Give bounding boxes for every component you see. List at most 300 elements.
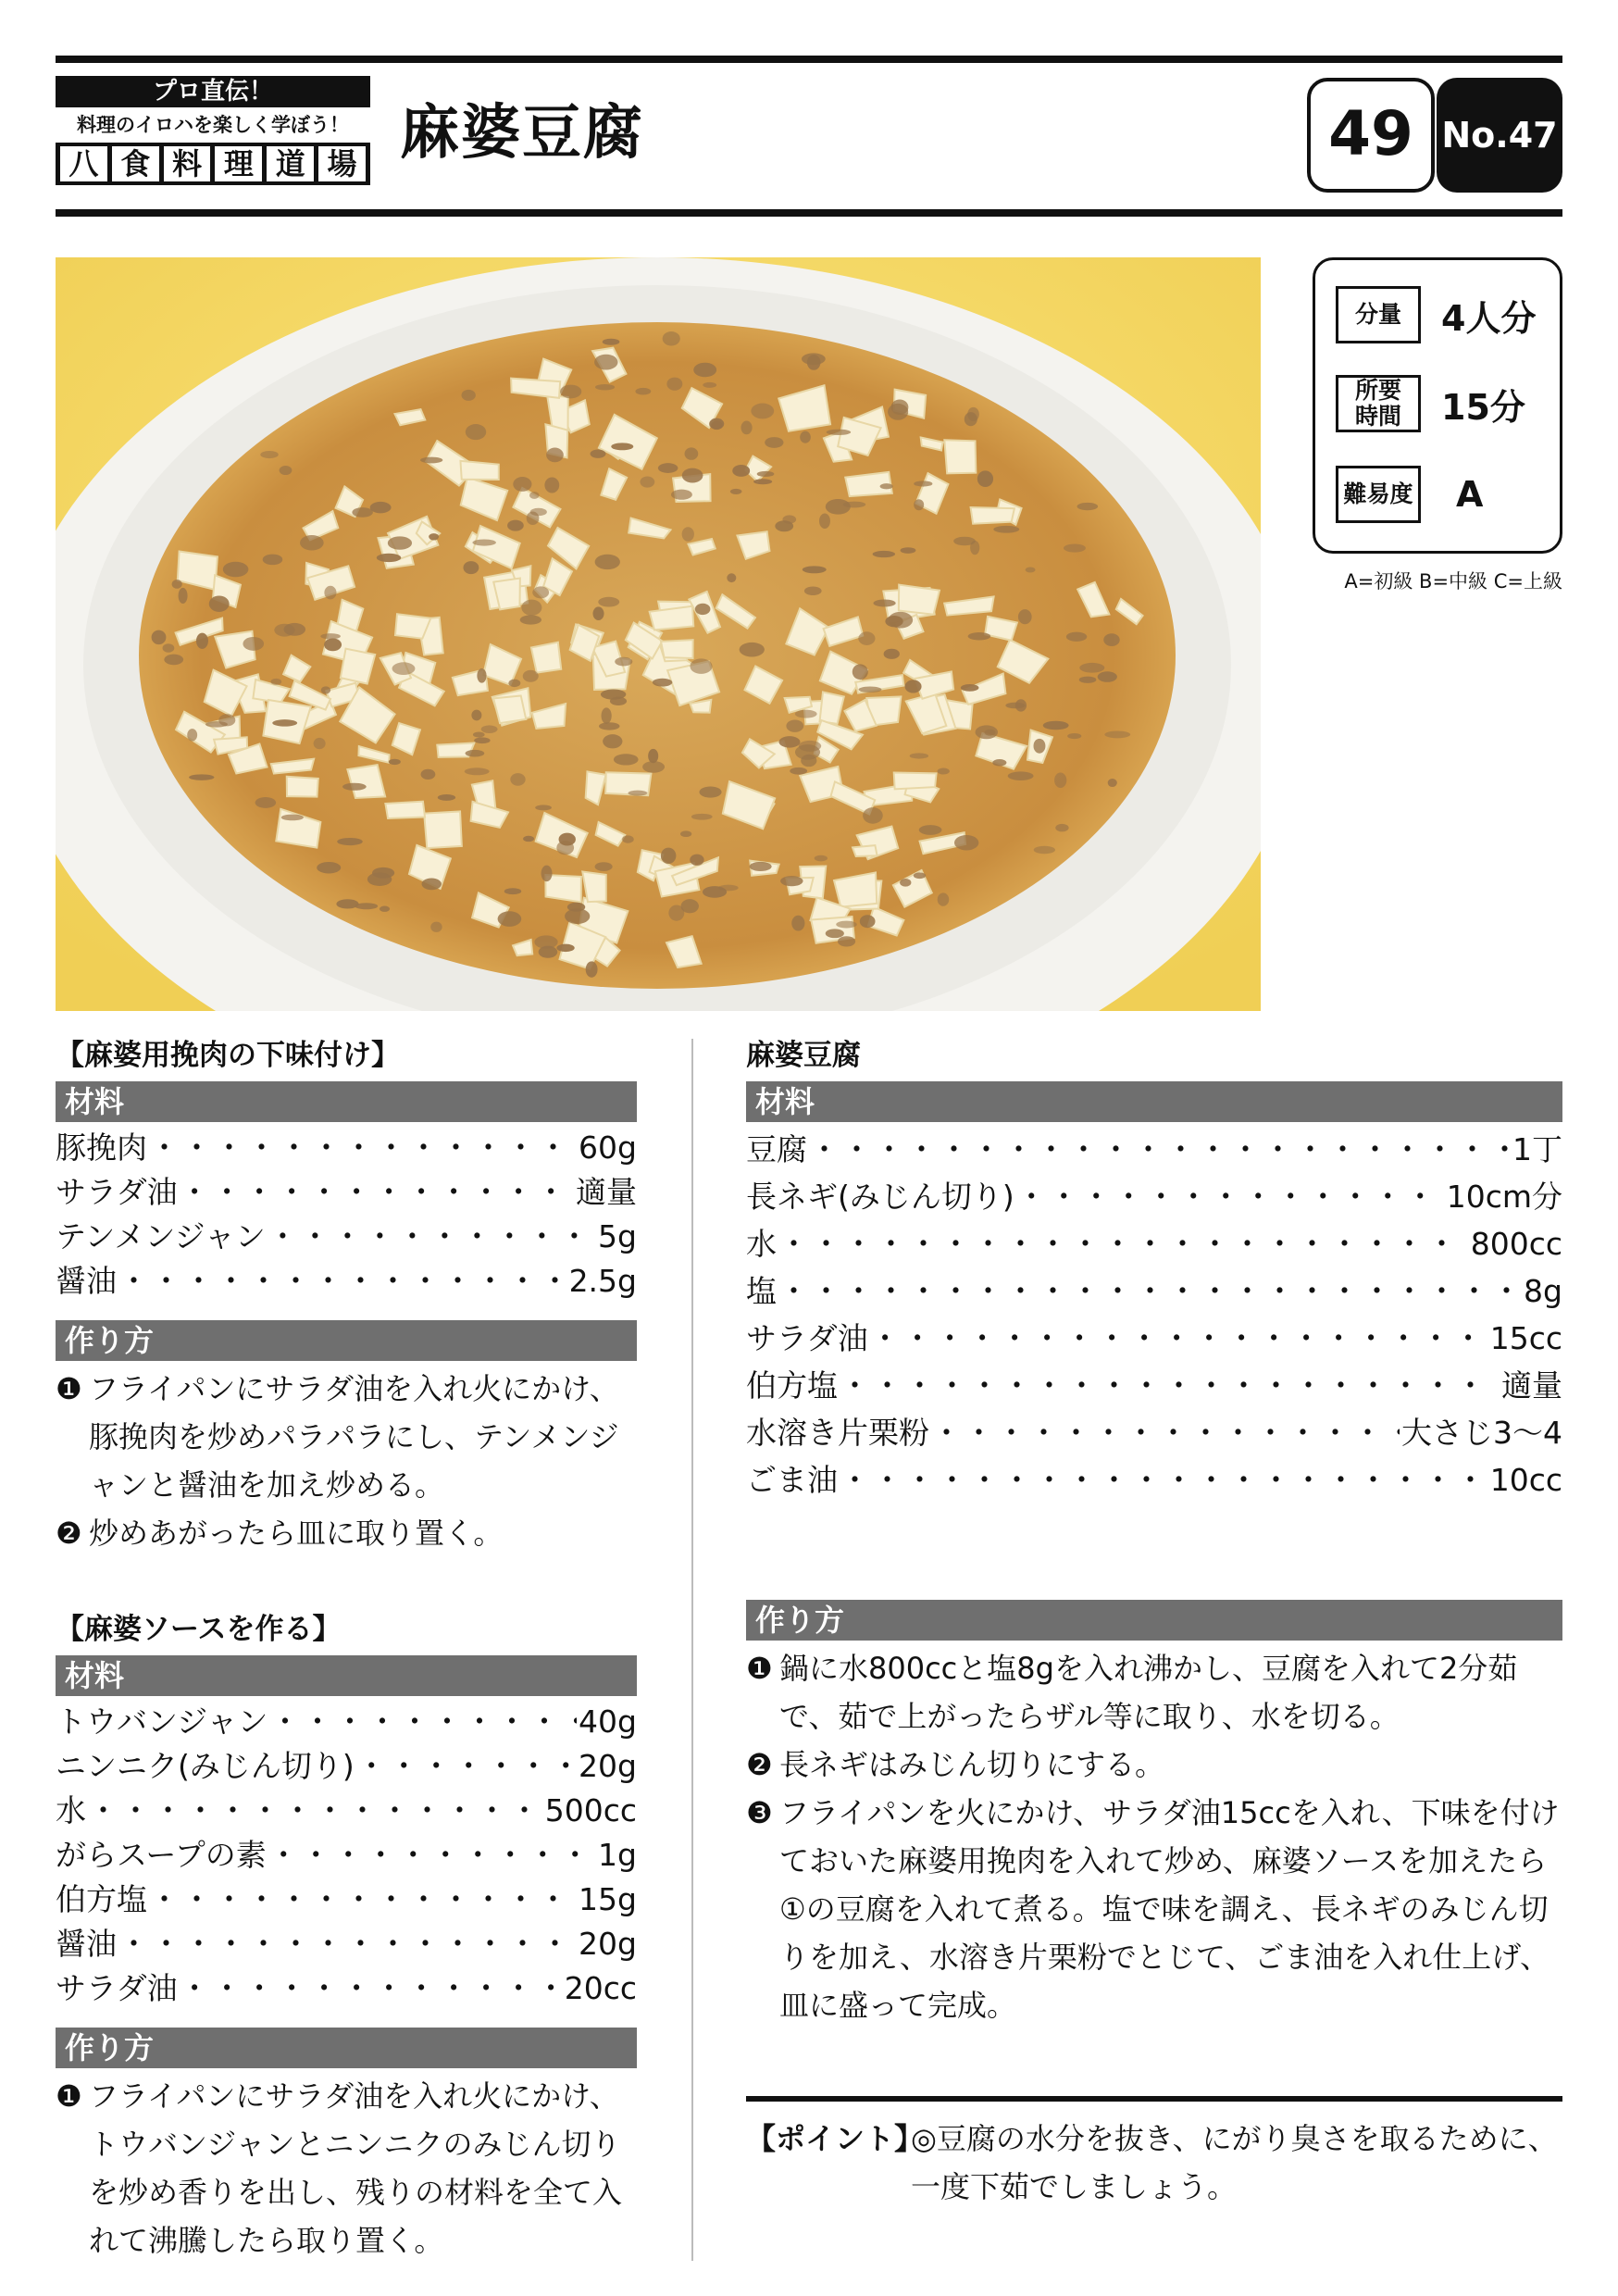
- ingredient-name: サラダ油: [746, 1320, 868, 1356]
- minced-meat: [1108, 779, 1117, 787]
- tofu-cube: [287, 776, 318, 797]
- ingredient-name: トウバンジャン: [56, 1703, 268, 1740]
- minced-meat: [1055, 824, 1068, 832]
- ingredient-row: [746, 1409, 1562, 1456]
- page-number: 49: [1307, 78, 1435, 193]
- minced-meat: [853, 664, 868, 680]
- minced-meat: [1079, 677, 1097, 683]
- minced-meat: [281, 815, 304, 821]
- minced-meat: [919, 825, 942, 835]
- minced-meat: [465, 767, 490, 775]
- minced-meat: [421, 879, 441, 891]
- ingredient-row: [746, 1456, 1562, 1504]
- ingredient-row: [746, 1173, 1562, 1220]
- minced-meat: [352, 507, 372, 518]
- minced-meat: [300, 535, 324, 550]
- minced-meat: [658, 463, 678, 473]
- ingredient-qty: 2.5g: [568, 1263, 637, 1299]
- method-steps: [56, 2072, 637, 2265]
- ingredient-qty: 5g: [598, 1218, 637, 1254]
- minced-meat: [778, 736, 800, 748]
- ingredient-qty: 10cc: [1489, 1462, 1562, 1498]
- time-label: 所要 時間: [1336, 375, 1421, 432]
- right-column: [746, 1035, 1562, 2029]
- ingredient-qty: 適量: [576, 1174, 637, 1210]
- minced-meat: [1064, 543, 1086, 552]
- minced-meat: [388, 536, 412, 549]
- minced-meat: [860, 915, 876, 928]
- minced-meat: [914, 480, 932, 486]
- minced-meat: [888, 612, 913, 629]
- minced-meat: [682, 468, 703, 483]
- step-number: ❶: [56, 1371, 82, 1406]
- minced-meat: [510, 773, 525, 786]
- ingredient-qty: 10cm分: [1446, 1179, 1562, 1215]
- step-item: [56, 1365, 637, 1509]
- minced-meat: [802, 353, 826, 365]
- ingredients-header: 材料: [746, 1081, 1562, 1122]
- ingredient-name: がらスープの素: [56, 1837, 267, 1873]
- ingredient-row: [56, 1259, 637, 1304]
- step-number: ❸: [746, 1795, 773, 1830]
- minced-meat: [680, 830, 691, 837]
- minced-meat: [873, 551, 895, 557]
- ingredient-name: テンメンジャン: [56, 1218, 266, 1254]
- minced-meat: [642, 761, 665, 773]
- minced-meat: [836, 921, 857, 929]
- minced-meat: [1034, 739, 1046, 754]
- logo-char: 食: [112, 146, 159, 181]
- minced-meat: [938, 892, 950, 905]
- minced-meat: [968, 632, 991, 640]
- minced-meat: [1104, 730, 1130, 738]
- minced-meat: [858, 631, 875, 645]
- minced-meat: [1043, 721, 1069, 730]
- minced-meat: [314, 738, 326, 749]
- step-number: ❶: [746, 1651, 773, 1686]
- ingredient-name: 塩: [746, 1273, 777, 1309]
- minced-meat: [598, 597, 619, 607]
- minced-meat: [560, 385, 581, 399]
- ingredient-name: 伯方塩: [746, 1367, 838, 1404]
- minced-meat: [255, 797, 277, 808]
- ingredient-name: 伯方塩: [56, 1881, 147, 1917]
- minced-meat: [884, 649, 900, 659]
- method-header: 作り方: [56, 1320, 637, 1361]
- minced-meat: [430, 922, 442, 932]
- minced-meat: [750, 862, 772, 871]
- minced-meat: [565, 908, 590, 924]
- minced-meat: [539, 946, 558, 958]
- ingredient-row: [746, 1362, 1562, 1409]
- minced-meat: [800, 431, 811, 443]
- ingredient-list: [746, 1126, 1562, 1504]
- minced-meat: [682, 527, 694, 541]
- minced-meat: [803, 566, 827, 573]
- minced-meat: [695, 604, 711, 615]
- minced-meat: [914, 872, 926, 879]
- minced-meat: [591, 449, 606, 457]
- method-header: 作り方: [56, 2028, 637, 2068]
- tofu-cube: [899, 585, 940, 615]
- minced-meat: [513, 477, 531, 492]
- minced-meat: [320, 633, 341, 639]
- minced-meat: [270, 679, 281, 685]
- minced-meat: [367, 872, 392, 886]
- ingredient-qty: 20g: [579, 1926, 637, 1962]
- minced-meat: [1098, 671, 1117, 681]
- minced-meat: [602, 707, 612, 723]
- minced-meat: [795, 744, 820, 760]
- minced-meat: [541, 866, 553, 882]
- logo-subtitle: 料理のイロハを楽しく学ぼう！: [77, 114, 349, 136]
- minced-meat: [603, 339, 620, 345]
- minced-meat: [421, 769, 436, 780]
- minced-meat: [858, 687, 881, 693]
- section-title: 【麻婆用挽肉の下味付け】: [56, 1039, 400, 1072]
- logo-tagline: プロ直伝！: [56, 76, 370, 107]
- minced-meat: [532, 586, 549, 598]
- tofu-cube: [894, 770, 938, 789]
- minced-meat: [1054, 772, 1066, 788]
- minced-meat: [172, 580, 182, 589]
- minced-meat: [474, 737, 490, 743]
- ingredient-row: [746, 1315, 1562, 1362]
- ingredient-name: 長ネギ(みじん切り): [746, 1179, 1014, 1215]
- minced-meat: [685, 447, 699, 459]
- minced-meat: [843, 502, 866, 508]
- minced-meat: [703, 886, 727, 898]
- minced-meat: [690, 658, 712, 674]
- minced-meat: [1015, 699, 1027, 711]
- step-item: [56, 2072, 637, 2265]
- minced-meat: [595, 384, 615, 391]
- ingredient-row: [746, 1220, 1562, 1267]
- step-number: ❷: [746, 1747, 773, 1782]
- minced-meat: [914, 499, 924, 510]
- method-header: 作り方: [746, 1600, 1562, 1641]
- logo-name: [56, 143, 370, 185]
- page-title: 麻婆豆腐: [400, 99, 644, 168]
- step-text: 炒めあがったら皿に取り置く。: [89, 1516, 504, 1551]
- minced-meat: [993, 526, 1019, 533]
- minced-meat: [260, 451, 279, 458]
- minced-meat: [1018, 609, 1032, 624]
- minced-meat: [610, 697, 627, 705]
- step-number: ❷: [56, 1516, 82, 1551]
- point-divider: [746, 2096, 1562, 2102]
- minced-meat: [786, 719, 803, 731]
- minced-meat: [1026, 567, 1036, 572]
- ingredient-row: [56, 1215, 637, 1259]
- minced-meat: [392, 662, 416, 675]
- minced-meat: [594, 355, 617, 370]
- time-value: 15分: [1441, 386, 1525, 428]
- minced-meat: [985, 730, 996, 736]
- minced-meat: [653, 679, 672, 687]
- ingredient-row: [56, 1744, 637, 1789]
- minced-meat: [1034, 846, 1055, 854]
- ingredient-name: 水: [56, 1792, 86, 1828]
- minced-meat: [1067, 733, 1081, 739]
- ingredient-qty: 1g: [598, 1837, 637, 1873]
- minced-meat: [196, 633, 208, 649]
- ingredient-name: ニンニク(みじん切り): [56, 1748, 355, 1784]
- minced-meat: [635, 388, 651, 395]
- minced-meat: [523, 836, 534, 842]
- minced-meat: [954, 835, 978, 850]
- ingredient-name: 醤油: [56, 1926, 117, 1962]
- dojo-logo: [56, 76, 370, 185]
- minced-meat: [324, 586, 336, 600]
- ingredient-row: [56, 1922, 637, 1966]
- method-steps: [746, 1644, 1562, 2029]
- minced-meat: [498, 911, 522, 927]
- minced-meat: [1066, 632, 1087, 642]
- step-item: [746, 1644, 1562, 1741]
- minced-meat: [595, 555, 620, 569]
- ingredient-qty: 1丁: [1512, 1131, 1562, 1167]
- ingredient-row: [746, 1267, 1562, 1315]
- minced-meat: [938, 768, 950, 775]
- minced-meat: [507, 520, 524, 531]
- minced-meat: [321, 686, 330, 693]
- minced-meat: [622, 835, 634, 842]
- recipe-info-box: [1313, 257, 1562, 554]
- minced-meat: [753, 479, 772, 484]
- minced-meat: [504, 888, 521, 894]
- minced-meat: [461, 390, 475, 401]
- minced-meat: [438, 794, 455, 801]
- minced-meat: [741, 421, 752, 435]
- ingredient-qty: 15g: [579, 1881, 637, 1917]
- step-item: [746, 1789, 1562, 2029]
- minced-meat: [521, 600, 541, 616]
- minced-meat: [815, 855, 828, 862]
- minced-meat: [317, 862, 341, 874]
- info-row-time: [1336, 375, 1525, 432]
- minced-meat: [905, 680, 922, 693]
- minced-meat: [420, 457, 442, 464]
- method-steps: [56, 1365, 637, 1557]
- header-bottom-rule: [56, 209, 1562, 217]
- tofu-cube: [424, 810, 463, 849]
- step-text: フライパンにサラダ油を入れ火にかけ、トウバンジャンとニンニクのみじん切りを炒め香りを出し、残りの材料を全て入れて沸騰したら取り置く。: [89, 2078, 623, 2258]
- ingredient-row: [56, 1789, 637, 1833]
- minced-meat: [429, 533, 439, 540]
- minced-meat: [218, 714, 235, 726]
- ingredient-row: [56, 1170, 637, 1215]
- ingredient-list: [56, 1126, 637, 1304]
- minced-meat: [693, 363, 716, 378]
- minced-meat: [586, 961, 598, 978]
- step-text: 長ネギはみじん切りにする。: [779, 1747, 1165, 1782]
- minced-meat: [556, 944, 574, 952]
- servings-label: 分量: [1336, 286, 1421, 343]
- minced-meat: [243, 637, 264, 651]
- logo-char: 理: [215, 146, 262, 181]
- dish-photo: [56, 257, 1261, 1011]
- minced-meat: [730, 489, 742, 494]
- minced-meat: [337, 838, 363, 845]
- point-text: ◎豆腐の水分を抜き、にがり臭さを取るために、一度下茹でしましょう。: [911, 2121, 1558, 2204]
- minced-meat: [336, 899, 358, 908]
- minced-meat: [703, 382, 716, 388]
- mapo-tofu-illustration: [56, 257, 1261, 1011]
- header-top-rule: [56, 56, 1562, 63]
- minced-meat: [666, 378, 682, 391]
- step-number: ❶: [56, 2078, 82, 2114]
- minced-meat: [900, 879, 911, 887]
- minced-meat: [274, 624, 294, 637]
- minced-meat: [977, 470, 993, 487]
- difficulty-label: 難易度: [1336, 466, 1421, 523]
- minced-meat: [699, 787, 721, 798]
- minced-meat: [546, 448, 564, 463]
- point-label: 【ポイント】: [746, 2121, 925, 2156]
- minced-meat: [782, 515, 796, 523]
- minced-meat: [370, 502, 392, 513]
- logo-char: 八: [60, 146, 107, 181]
- minced-meat: [826, 929, 844, 938]
- minced-meat: [681, 899, 699, 913]
- ingredients-header: 材料: [56, 1081, 637, 1122]
- ingredient-row: [56, 1878, 637, 1922]
- minced-meat: [559, 833, 576, 846]
- minced-meat: [163, 643, 175, 653]
- ingredient-name: 醤油: [56, 1263, 117, 1299]
- minced-meat: [342, 783, 367, 791]
- ingredient-list: [56, 1700, 637, 2011]
- minced-meat: [389, 759, 401, 765]
- minced-meat: [795, 710, 817, 718]
- minced-meat: [863, 807, 883, 824]
- step-item: [56, 1509, 637, 1557]
- minced-meat: [544, 478, 559, 493]
- ingredient-name: 豚挽肉: [56, 1129, 147, 1166]
- minced-meat: [380, 906, 390, 912]
- info-row-servings: [1336, 286, 1536, 343]
- ingredient-name: サラダ油: [56, 1174, 178, 1210]
- minced-meat: [757, 471, 775, 477]
- tofu-cube: [545, 875, 581, 903]
- minced-meat: [523, 670, 539, 682]
- minced-meat: [819, 513, 830, 529]
- ingredient-row: [56, 1700, 637, 1744]
- minced-meat: [873, 600, 895, 607]
- minced-meat: [466, 424, 486, 440]
- minced-meat: [709, 418, 724, 430]
- minced-meat: [661, 848, 677, 864]
- minced-meat: [663, 331, 680, 345]
- ingredient-row: [56, 1966, 637, 2011]
- minced-meat: [152, 630, 167, 645]
- minced-meat: [527, 512, 540, 526]
- minced-meat: [611, 443, 633, 450]
- minced-meat: [592, 606, 604, 620]
- minced-meat: [790, 767, 807, 775]
- ingredient-qty: 40g: [579, 1703, 637, 1740]
- info-row-difficulty: [1336, 466, 1483, 523]
- section-title: 麻婆豆腐: [746, 1039, 861, 1072]
- tofu-cube: [531, 642, 564, 674]
- minced-meat: [471, 710, 481, 721]
- ingredient-name: 水: [746, 1226, 777, 1262]
- ingredient-qty: 20g: [579, 1748, 637, 1784]
- recipe-number: No.47: [1437, 78, 1562, 193]
- minced-meat: [780, 876, 803, 886]
- minced-meat: [827, 430, 852, 435]
- minced-meat: [324, 639, 342, 652]
- point-note: [746, 2115, 1562, 2211]
- minced-meat: [732, 465, 750, 477]
- minced-meat: [910, 753, 928, 758]
- ingredient-qty: 大さじ3〜4: [1401, 1415, 1562, 1451]
- minced-meat: [629, 791, 648, 796]
- minced-meat: [1008, 771, 1034, 780]
- minced-meat: [280, 466, 292, 475]
- ingredient-name: 水溶き片栗粉: [746, 1415, 929, 1451]
- minced-meat: [888, 404, 908, 420]
- minced-meat: [992, 759, 1006, 766]
- minced-meat: [529, 492, 540, 499]
- ingredient-name: ごま油: [746, 1462, 838, 1498]
- minced-meat: [740, 643, 765, 657]
- minced-meat: [535, 805, 552, 810]
- minced-meat: [223, 562, 249, 578]
- ingredient-qty: 15cc: [1489, 1320, 1562, 1356]
- minced-meat: [272, 719, 297, 726]
- minced-meat: [473, 731, 485, 737]
- minced-meat: [791, 916, 804, 931]
- minced-meat: [970, 541, 979, 555]
- minced-meat: [209, 595, 230, 612]
- step-text: 鍋に水800ccと塩8gを入れ沸かし、豆腐を入れて2分茹で、茹で上がったらザル等に取り、水を切る。: [779, 1651, 1518, 1734]
- step-text: フライパンにサラダ油を入れ火にかけ、豚挽肉を炒めパラパラにし、テンメンジャンと醤油を加え炒める。: [89, 1371, 619, 1503]
- ingredient-qty: 20cc: [564, 1970, 637, 2006]
- ingredient-name: 豆腐: [746, 1131, 807, 1167]
- minced-meat: [477, 668, 486, 683]
- minced-meat: [595, 862, 613, 871]
- minced-meat: [472, 540, 496, 546]
- minced-meat: [961, 684, 979, 692]
- section-title: 【麻婆ソースを作る】: [56, 1613, 342, 1646]
- minced-meat: [765, 437, 783, 448]
- minced-meat: [599, 722, 619, 730]
- tofu-cube: [944, 438, 977, 475]
- ingredient-row: [746, 1126, 1562, 1173]
- minced-meat: [691, 814, 713, 820]
- column-divider: [691, 1039, 693, 2261]
- minced-meat: [671, 490, 692, 500]
- ingredient-name: サラダ油: [56, 1970, 178, 2006]
- minced-meat: [466, 750, 485, 757]
- ingredient-row: [56, 1833, 637, 1878]
- minced-meat: [727, 573, 736, 582]
- minced-meat: [463, 561, 479, 574]
- ingredients-header: 材料: [56, 1655, 637, 1696]
- ingredient-qty: 500cc: [544, 1792, 637, 1828]
- minced-meat: [481, 725, 498, 733]
- minced-meat: [648, 749, 658, 763]
- logo-char: 料: [164, 146, 211, 181]
- minced-meat: [263, 555, 283, 566]
- minced-meat: [880, 483, 893, 489]
- minced-meat: [1103, 633, 1119, 646]
- step-item: [746, 1741, 1562, 1789]
- ingredient-qty: 800cc: [1470, 1226, 1562, 1262]
- minced-meat: [901, 547, 916, 554]
